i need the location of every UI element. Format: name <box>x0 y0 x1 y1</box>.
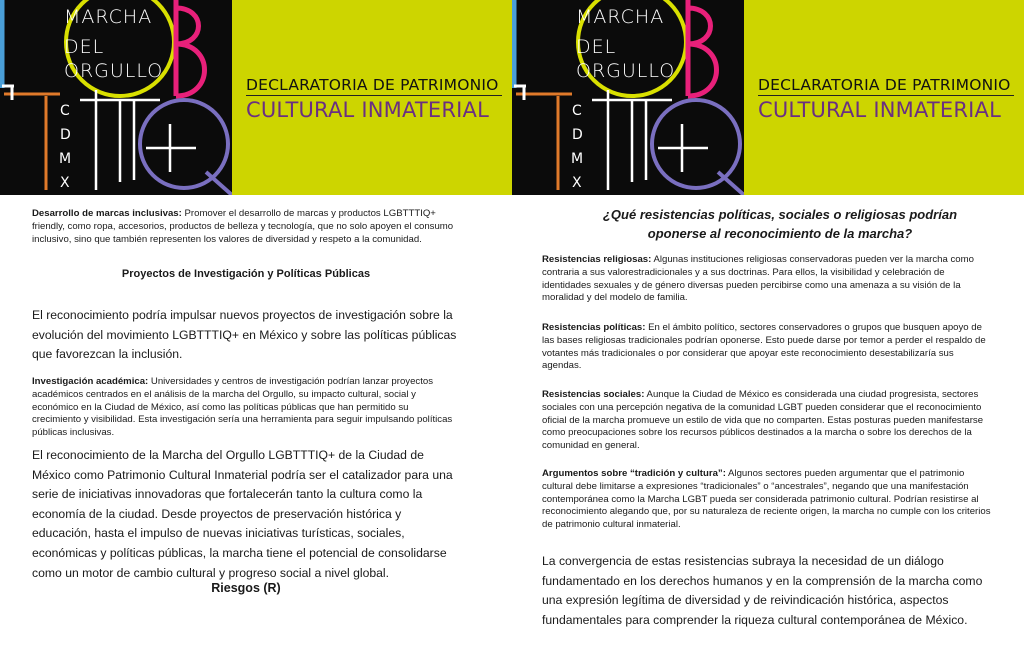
logo-word-3: ORGULLO <box>576 60 676 82</box>
logo-letter-m: M <box>571 151 584 167</box>
paragraph-body: Algunos sectores pueden argumentar que el patrimonio cultural debe limitarse a expresiones “tradicionales” o “ancestrales”, negando que una manifestación contemporánea como la Marcha LGBT pueda ser considerada patrimonio cultural. Podrían resistirse al reconocimiento alegando que, por su naturaleza de reciente origen, la marcha no cumple con los criterios de patrimonio cultural inmaterial. <box>542 468 991 531</box>
logo-block <box>512 0 744 195</box>
logo-graphic <box>0 0 232 195</box>
logo-letter-d: D <box>572 127 583 143</box>
paragraph-lead: Resistencias religiosas: <box>542 254 652 265</box>
paragraph-resistencias-politicas <box>542 322 992 373</box>
paragraph-conclusion: La convergencia de estas resistencias subraya la necesidad de un diálogo fundamentado en los derechos humanos y en la comprensión de la marcha como una expresión legítima de diversidad y de reivindicación histórica, aspectos fundamentales para comprender la riqueza cultural contemporánea de México. <box>542 554 983 627</box>
paragraph-lead: Argumentos sobre “tradición y cultura”: <box>542 468 726 479</box>
header-banner <box>0 0 512 195</box>
paragraph-body: En el ámbito político, sectores conservadores o grupos que busquen apoyo de las bases religiosas tradicionales podrían oponerse. Esto puede darse por temor a perder el respaldo de votantes más tradicionales o por considerar que apoyar este reconocimiento desestabilizaría sus agendas. <box>542 322 986 372</box>
logo-word-2: DEL <box>64 36 105 58</box>
paragraph-catalizador: El reconocimiento de la Marcha del Orgullo LGBTTTIQ+ de la Ciudad de México como Patrimonio Cultural Inmaterial podría ser el catalizador para una serie de iniciativas innovadoras que fortalecerán tanto la cultura como la economía de la ciudad. Desde proyectos de preservación histórica y educación, hasta el impulso de nuevas iniciativas turísticas, sociales, económicas y políticas públicas, la marcha tiene el potencial de consolidarse como un motor de cambio cultural y progreso social a nivel global. <box>32 448 453 580</box>
paragraph-lead: Resistencias sociales: <box>542 389 645 400</box>
declaration-divider <box>758 95 1014 96</box>
logo-letter-x: X <box>572 175 582 191</box>
right-page <box>512 0 1024 663</box>
paragraph-resistencias-sociales <box>542 389 992 453</box>
logo-graphic <box>512 0 744 195</box>
logo-word-1: MARCHA <box>64 6 153 28</box>
paragraph-lead: Desarrollo de marcas inclusivas: <box>32 208 182 219</box>
logo-letter-c: C <box>572 103 582 119</box>
logo-letter-m: M <box>59 151 72 167</box>
paragraph-body: Aunque la Ciudad de México es considerada una ciudad progresista, sectores sociales con una percepción negativa de la comunidad LGBT pueden considerar que el reconocimiento oficial de la marcha promueve un estilo de vida que no comparten. Estas posturas pueden manifestarse como preocupaciones sobre los recursos públicos destinados a la marcha o sobre los derechos de la comunidad en general. <box>542 389 984 452</box>
paragraph-body: Algunas instituciones religiosas conservadoras pueden ver la marcha como contraria a sus valorestradicionales y a sus doctrinas. Para ellos, la visibilidad y celebración de identidades sexuales y de género diversas pueden percibirse como una amenaza a su visión de la moralidad y del modelo de familia. <box>542 254 974 304</box>
declaration-line-1: DECLARATORIA DE PATRIMONIO <box>246 76 499 94</box>
declaration-line-2: CULTURAL INMATERIAL <box>758 98 1002 122</box>
logo-letter-x: X <box>60 175 70 191</box>
paragraph-investigacion: El reconocimiento podría impulsar nuevos proyectos de investigación sobre la evolución del movimiento LGBTTTIQ+ en México y sobre las políticas públicas que favorezcan la inclusión. <box>32 308 457 362</box>
paragraph-body: Universidades y centros de investigación podrían lanzar proyectos académicos centrados en el análisis de la marcha del Orgullo, su impacto cultural, social y económico en la Ciudad de México, así como las políticas públicas que han permitido su crecimiento y visibilidad. Esta investigación sería una herramienta para seguir impulsando políticas públicas inclusivas. <box>32 376 453 439</box>
paragraph-lead: Resistencias políticas: <box>542 322 646 333</box>
paragraph-tradicion-cultura <box>542 468 992 532</box>
paragraph-lead: Investigación académica: <box>32 376 149 387</box>
question-heading: ¿Qué resistencias políticas, sociales o religiosas podrían oponerse al reconocimiento de la marcha? <box>602 207 958 241</box>
declaration-line-1: DECLARATORIA DE PATRIMONIO <box>758 76 1011 94</box>
header-banner <box>512 0 1024 195</box>
declaration-divider <box>246 95 502 96</box>
logo-letter-c: C <box>60 103 70 119</box>
paragraph-body: Promover el desarrollo de marcas y productos LGBTTTIQ+ friendly, como ropa, accesorios, productos de belleza y tecnología, que no solo apoyen el consumo inclusivo, sino que también representen los valores de diversidad y respeto a la comunidad. <box>32 208 454 245</box>
logo-word-3: ORGULLO <box>64 60 164 82</box>
paragraph-resistencias-religiosas <box>542 254 992 305</box>
logo-letter-d: D <box>60 127 71 143</box>
logo-word-2: DEL <box>576 36 617 58</box>
declaration-line-2: CULTURAL INMATERIAL <box>246 98 490 122</box>
logo-block <box>0 0 232 195</box>
paragraph-investigacion-academica <box>32 376 460 440</box>
section-heading-proyectos: Proyectos de Investigación y Políticas Públicas <box>121 268 371 280</box>
logo-word-1: MARCHA <box>576 6 665 28</box>
paragraph-marcas-inclusivas <box>32 208 460 246</box>
section-heading-riesgos: Riesgos (R) <box>211 581 281 595</box>
